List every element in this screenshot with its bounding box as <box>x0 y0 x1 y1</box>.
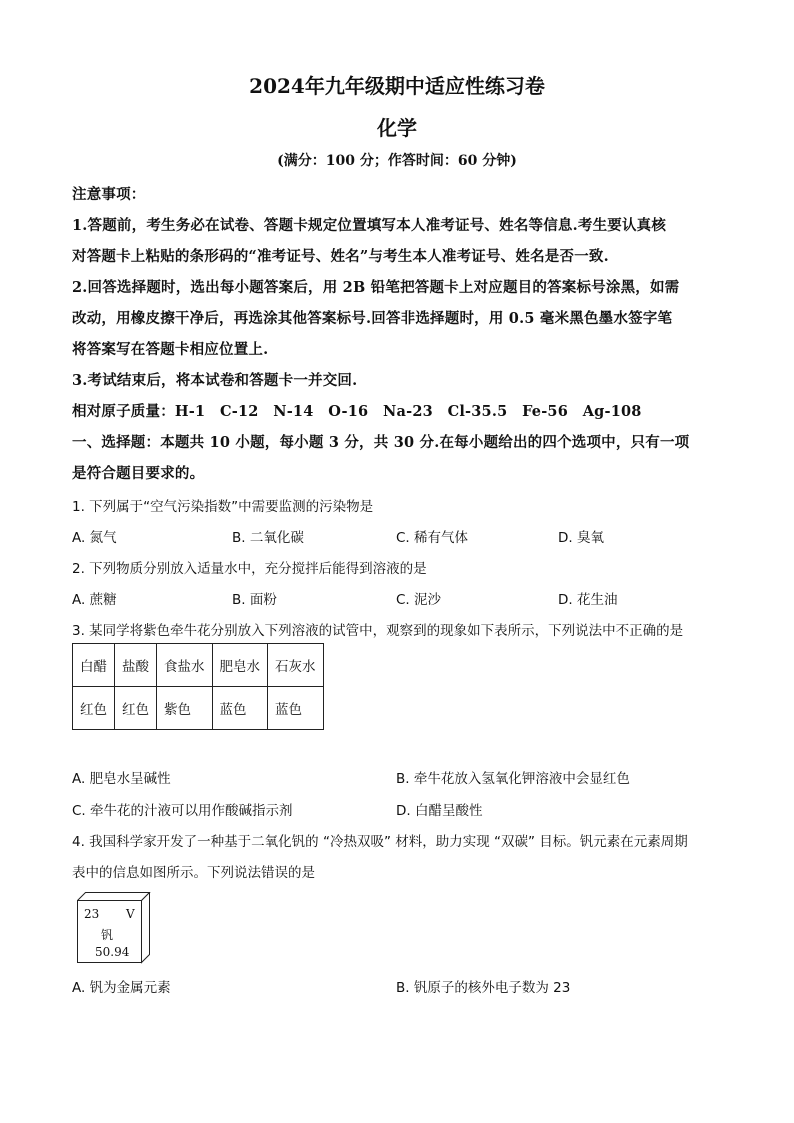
exam-title: 2024年九年级期中适应性练习卷 <box>249 74 545 98</box>
q4-option-b: B. 钒原子的核外电子数为 23 <box>396 980 571 996</box>
q3-option-c: C. 牵牛花的汁液可以用作酸碱指示剂 <box>72 803 293 819</box>
question-4-stem-cont: 表中的信息如图所示。下列说法错误的是 <box>72 865 315 881</box>
table-cell: 石灰水 <box>268 644 324 687</box>
question-2-stem: 2. 下列物质分别放入适量水中，充分搅拌后能得到溶液的是 <box>72 561 427 577</box>
q3-table <box>72 643 324 730</box>
q2-option-c: C. 泥沙 <box>396 592 442 608</box>
q2-option-b: B. 面粉 <box>232 592 277 608</box>
q2-option-d: D. 花生油 <box>558 592 618 608</box>
q1-option-b: B. 二氧化碳 <box>232 530 304 546</box>
table-cell: 红色 <box>115 687 157 730</box>
q1-option-d: D. 臭氧 <box>558 530 604 546</box>
q1-option-a: A. 氮气 <box>72 530 117 546</box>
question-4-stem: 4. 我国科学家开发了一种基于二氧化钒的 “冷热双吸” 材料，助力实现 “双碳” 目标。钒元素在元素周期 <box>72 834 688 850</box>
section-heading-cont: 是符合题目要求的。 <box>72 465 205 482</box>
question-1-stem: 1. 下列属于“空气污染指数”中需要监测的污染物是 <box>72 499 374 515</box>
notice-line: 改动，用橡皮擦干净后，再选涂其他答案标号.回答非选择题时，用 0.5 毫米黑色墨水签字笔 <box>72 310 673 327</box>
table-cell: 蓝色 <box>212 687 268 730</box>
question-3-stem: 3. 某同学将紫色牵牛花分别放入下列溶液的试管中，观察到的现象如下表所示，下列说法中不正确的是 <box>72 623 684 639</box>
table-cell: 红色 <box>73 687 115 730</box>
table-cell: 紫色 <box>157 687 213 730</box>
table-row <box>73 644 324 687</box>
notice-line: 将答案写在答题卡相应位置上. <box>72 341 269 358</box>
element-atomic-number: 23 <box>84 907 100 921</box>
q3-option-d: D. 白醋呈酸性 <box>396 803 483 819</box>
q3-option-a: A. 肥皂水呈碱性 <box>72 771 171 787</box>
notice-line: 2.回答选择题时，选出每小题答案后，用 2B 铅笔把答题卡上对应题目的答案标号涂黑，如需 <box>72 279 680 296</box>
section-heading: 一、选择题：本题共 10 小题，每小题 3 分，共 30 分.在每小题给出的四个选项中，只有一项 <box>72 434 690 451</box>
subject-title: 化学 <box>377 116 417 140</box>
table-cell: 盐酸 <box>115 644 157 687</box>
q1-option-c: C. 稀有气体 <box>396 530 469 546</box>
table-cell: 蓝色 <box>268 687 324 730</box>
q3-option-b: B. 牵牛花放入氢氧化钾溶液中会显红色 <box>396 771 630 787</box>
table-cell: 白醋 <box>73 644 115 687</box>
element-symbol: V <box>126 907 135 921</box>
q2-option-a: A. 蔗糖 <box>72 592 117 608</box>
q4-option-a: A. 钒为金属元素 <box>72 980 171 996</box>
exam-info: (满分：100 分；作答时间：60 分钟) <box>277 153 517 169</box>
table-cell: 肥皂水 <box>212 644 268 687</box>
table-cell: 食盐水 <box>157 644 213 687</box>
notice-heading: 注意事项： <box>72 186 146 203</box>
notice-line: 对答题卡上粘贴的条形码的“准考证号、姓名”与考生本人准考证号、姓名是否一致. <box>72 248 609 265</box>
element-atomic-mass: 50.94 <box>95 945 130 959</box>
notice-line: 1.答题前，考生务必在试卷、答题卡规定位置填写本人准考证号、姓名等信息.考生要认真核 <box>72 217 667 234</box>
atomic-mass-line: 相对原子质量：H-1 C-12 N-14 O-16 Na-23 Cl-35.5 Fe-56 Ag-108 <box>72 403 642 420</box>
notice-line: 3.考试结束后，将本试卷和答题卡一并交回. <box>72 372 358 389</box>
table-row <box>73 687 324 730</box>
element-name: 钒 <box>101 928 114 942</box>
